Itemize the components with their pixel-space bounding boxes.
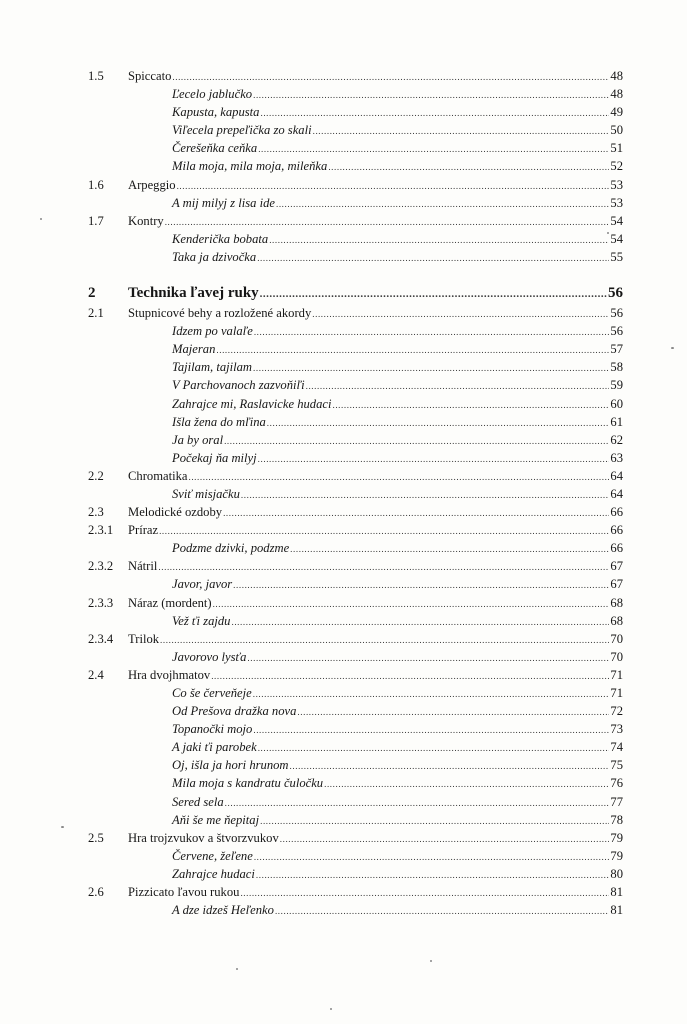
toc-entry xyxy=(172,139,623,158)
toc-page-number: 74 xyxy=(610,740,623,755)
toc-row-section xyxy=(0,557,687,575)
toc-title: Idzem po valaľe xyxy=(172,324,253,339)
scan-speck xyxy=(330,1008,332,1010)
dot-leader xyxy=(188,468,609,486)
toc-title: Hra trojzvukov a štvorzvukov xyxy=(128,830,279,845)
toc-title: Aňi še me ňepitaj xyxy=(172,812,260,827)
toc-title: Viľecela prepeľička zo skali xyxy=(172,123,312,138)
toc-page-number: 78 xyxy=(610,812,623,827)
toc-page-number: 48 xyxy=(610,69,623,83)
dot-leader xyxy=(165,213,610,231)
dot-leader xyxy=(313,122,610,140)
dot-leader xyxy=(267,414,610,432)
toc-page-number: 79 xyxy=(610,830,623,845)
toc-entry xyxy=(172,103,623,122)
toc-title: Mila moja, mila moja, mileňka xyxy=(172,159,328,174)
toc-entry xyxy=(172,901,623,920)
toc-page-number: 61 xyxy=(610,414,623,429)
toc-row-chapter xyxy=(0,284,687,302)
dot-leader xyxy=(275,902,609,920)
toc-entry xyxy=(172,230,623,249)
dot-leader xyxy=(253,86,609,104)
toc-number: 1.7 xyxy=(88,213,104,228)
toc-row-song xyxy=(0,248,687,266)
toc-row-song xyxy=(0,738,687,756)
toc-title: Trilok xyxy=(128,631,160,646)
dot-leader xyxy=(241,486,610,504)
dot-leader xyxy=(225,794,610,812)
dot-leader xyxy=(256,866,610,884)
toc-page-number: 81 xyxy=(610,903,623,918)
toc-number: 2.6 xyxy=(88,885,104,900)
dot-leader xyxy=(312,305,609,323)
toc-page-number: 76 xyxy=(610,776,623,791)
toc-row-song xyxy=(0,121,687,139)
dot-leader xyxy=(258,739,610,757)
toc-row-song xyxy=(0,575,687,593)
toc-number: 2.4 xyxy=(88,667,104,682)
toc-entry xyxy=(128,212,623,231)
toc-page-number: 64 xyxy=(610,486,623,501)
toc-title: Oj, išla ja hori hrunom xyxy=(172,758,289,773)
toc-entry xyxy=(172,684,623,703)
toc-page-number: 72 xyxy=(610,704,623,719)
dot-leader xyxy=(258,450,610,468)
dot-leader xyxy=(211,667,609,685)
dot-leader xyxy=(247,649,609,667)
toc-title: V Parchovanoch zazvoňiľi xyxy=(172,378,305,393)
toc-title: Ľecelo jablučko xyxy=(172,87,253,102)
toc-entry xyxy=(172,575,623,594)
toc-number: 2.1 xyxy=(88,306,104,321)
dot-leader xyxy=(328,158,609,176)
toc-page-number: 75 xyxy=(610,758,623,773)
toc-page-number: 54 xyxy=(610,213,623,228)
toc-row-section xyxy=(0,503,687,521)
toc-page-number: 60 xyxy=(610,396,623,411)
toc-title: Od Prešova dražka nova xyxy=(172,704,297,719)
toc-title: Červene, žeľene xyxy=(172,848,253,863)
toc-title: Spiccato xyxy=(128,69,172,83)
dot-leader xyxy=(240,884,609,902)
dot-leader xyxy=(257,249,609,267)
toc-number: 2.2 xyxy=(88,468,104,483)
toc-entry xyxy=(128,883,623,902)
toc-entry xyxy=(172,322,623,341)
toc-row-song xyxy=(0,901,687,919)
toc-row-section xyxy=(0,304,687,322)
toc-row-song xyxy=(0,139,687,157)
dot-leader xyxy=(233,576,609,594)
toc-entry xyxy=(172,449,623,468)
toc-entry xyxy=(128,467,623,486)
toc-page-number: 66 xyxy=(610,541,623,556)
toc-number: 2.3.1 xyxy=(88,523,114,538)
toc-row-song xyxy=(0,485,687,503)
scan-speck xyxy=(607,232,609,234)
toc-row-song xyxy=(0,449,687,467)
toc-row-song xyxy=(0,358,687,376)
toc-entry xyxy=(172,358,623,377)
toc-title: Majeran xyxy=(172,342,216,357)
toc-title: Chromatika xyxy=(128,468,188,483)
dot-leader xyxy=(172,68,609,86)
toc-page-number: 52 xyxy=(610,159,623,174)
toc-title: Arpeggio xyxy=(128,177,176,192)
toc-page-number: 55 xyxy=(610,249,623,264)
scan-speck xyxy=(236,968,238,970)
toc-entry xyxy=(172,248,623,267)
dot-leader xyxy=(297,703,609,721)
dot-leader xyxy=(258,140,609,158)
dot-leader xyxy=(324,775,609,793)
toc-title: Počekaj ňa milyj xyxy=(172,450,257,465)
dot-leader xyxy=(260,812,609,830)
toc-entry xyxy=(128,304,623,323)
toc-title: Sviť misjačku xyxy=(172,486,240,501)
toc-entry xyxy=(172,865,623,884)
toc-title: Taka ja dzivočka xyxy=(172,249,257,264)
toc-row-song xyxy=(0,865,687,883)
toc-row-section xyxy=(0,883,687,901)
scan-speck xyxy=(61,826,64,828)
dot-leader xyxy=(224,432,609,450)
toc-title: Kenderička bobata xyxy=(172,231,269,246)
toc-entry xyxy=(172,847,623,866)
toc-row-song xyxy=(0,774,687,792)
dot-leader xyxy=(253,721,609,739)
toc-page-number: 73 xyxy=(610,722,623,737)
toc-title: Hra dvojhmatov xyxy=(128,667,211,682)
toc-entry xyxy=(128,176,623,195)
toc-entry xyxy=(128,67,623,86)
toc-entry xyxy=(172,702,623,721)
toc-number: 2.3.3 xyxy=(88,595,114,610)
toc-page-number: 70 xyxy=(610,649,623,664)
dot-leader xyxy=(254,848,610,866)
toc-entry xyxy=(172,340,623,359)
toc-row-section xyxy=(0,176,687,194)
toc-number: 1.6 xyxy=(88,177,104,192)
dot-leader xyxy=(260,285,607,303)
toc-row-song xyxy=(0,793,687,811)
toc-title: Mila moja s kandratu čuločku xyxy=(172,776,324,791)
toc-title: Išla žena do mľina xyxy=(172,414,266,429)
toc-row-section xyxy=(0,521,687,539)
toc-row-song xyxy=(0,230,687,248)
toc-row-song xyxy=(0,413,687,431)
toc-title: A mij milyj z lisa ide xyxy=(172,195,275,210)
toc-number: 1.5 xyxy=(88,69,104,83)
toc-title: Kontry xyxy=(128,213,164,228)
toc-page-number: 49 xyxy=(610,105,623,120)
toc-number: 2 xyxy=(88,285,96,302)
toc-entry xyxy=(172,774,623,793)
toc-page-number: 53 xyxy=(610,195,623,210)
scan-speck xyxy=(430,960,432,962)
toc-row-section xyxy=(0,666,687,684)
dot-leader xyxy=(160,631,609,649)
toc-title: Náraz (mordent) xyxy=(128,595,212,610)
toc-entry xyxy=(172,612,623,631)
toc-entry xyxy=(172,793,623,812)
toc-row-song xyxy=(0,720,687,738)
toc-title: A jaki ťi parobek xyxy=(172,740,257,755)
toc-title: Nátril xyxy=(128,559,158,574)
toc-page-number: 71 xyxy=(610,667,623,682)
toc-row-song xyxy=(0,322,687,340)
toc-title: Javorovo lysťa xyxy=(172,649,247,664)
toc-row-section xyxy=(0,212,687,230)
toc-page-number: 64 xyxy=(610,468,623,483)
dot-leader xyxy=(158,558,609,576)
toc-row-section xyxy=(0,67,687,85)
toc-title: Vež ťi zajdu xyxy=(172,613,231,628)
toc-page-number: 71 xyxy=(610,686,623,700)
toc-title: Podzme dzivki, podzme xyxy=(172,541,290,556)
dot-leader xyxy=(290,757,610,775)
dot-leader xyxy=(223,504,609,522)
toc-title: Melodické ozdoby xyxy=(128,505,223,520)
toc-entry xyxy=(128,829,623,848)
toc-entry xyxy=(172,811,623,830)
toc-page-number: 59 xyxy=(610,378,623,393)
toc-row-song xyxy=(0,612,687,630)
dot-leader xyxy=(177,177,610,195)
toc-row-song xyxy=(0,85,687,103)
dot-leader xyxy=(216,341,609,359)
toc-entry xyxy=(128,503,623,522)
toc-title: Javor, javor xyxy=(172,577,233,592)
toc-number: 2.3.4 xyxy=(88,631,114,646)
dot-leader xyxy=(231,613,609,631)
toc-row-song xyxy=(0,702,687,720)
toc-entry xyxy=(172,648,623,667)
dot-leader xyxy=(253,359,609,377)
toc-row-section xyxy=(0,829,687,847)
toc-page-number: 68 xyxy=(610,613,623,628)
toc-title: Príraz xyxy=(128,523,159,538)
dot-leader xyxy=(159,522,609,540)
toc-title: Topanočki mojo xyxy=(172,722,253,737)
toc-page-number: 68 xyxy=(610,595,623,610)
toc-title: Stupnicové behy a rozložené akordy xyxy=(128,306,312,321)
toc-row-song xyxy=(0,756,687,774)
toc-entry xyxy=(128,594,623,613)
toc-number: 2.3.2 xyxy=(88,559,114,574)
toc-row-song xyxy=(0,157,687,175)
toc-row-song xyxy=(0,395,687,413)
toc-row-song xyxy=(0,684,687,702)
toc-page-number: 53 xyxy=(610,177,623,192)
toc-row-song xyxy=(0,847,687,865)
toc-page-number: 63 xyxy=(610,450,623,465)
toc-entry xyxy=(172,756,623,775)
scan-speck xyxy=(671,347,674,349)
dot-leader xyxy=(332,396,609,414)
toc-entry xyxy=(172,395,623,414)
toc-title: Ja by oral xyxy=(172,432,224,447)
toc-row-song xyxy=(0,539,687,557)
toc-page-number: 51 xyxy=(610,141,623,156)
toc-row-song xyxy=(0,811,687,829)
toc-entry xyxy=(172,738,623,757)
scan-speck xyxy=(40,218,42,220)
toc-title: Zahrajce mi, Raslavicke hudaci xyxy=(172,396,332,411)
toc-entry xyxy=(172,85,623,104)
toc-title: Zahrajce hudaci xyxy=(172,866,255,881)
toc-page-number: 80 xyxy=(610,866,623,881)
toc-number: 2.3 xyxy=(88,505,104,520)
toc-title: Čerešeňka ceňka xyxy=(172,141,258,156)
toc-entry xyxy=(128,284,623,303)
toc-entry xyxy=(128,557,623,576)
toc-entry xyxy=(172,376,623,395)
toc-page-number: 50 xyxy=(610,123,623,138)
toc-page-number: 48 xyxy=(610,87,623,102)
toc-page-number: 70 xyxy=(610,631,623,646)
toc-title: Technika ľavej ruky xyxy=(128,285,259,302)
dot-leader xyxy=(253,685,610,703)
toc-entry xyxy=(172,485,623,504)
toc-title: Kapusta, kapusta xyxy=(172,105,260,120)
toc-row-song xyxy=(0,194,687,212)
toc-page-number: 66 xyxy=(610,523,623,538)
toc-entry xyxy=(128,521,623,540)
toc-entry xyxy=(172,194,623,213)
toc-page-number: 56 xyxy=(610,306,623,321)
toc-page-number: 62 xyxy=(610,432,623,447)
dot-leader xyxy=(280,830,610,848)
toc-page-number: 67 xyxy=(610,559,623,574)
dot-leader xyxy=(254,323,610,341)
toc-entry xyxy=(128,630,623,649)
toc-entry xyxy=(172,121,623,140)
toc-title: Sered sela xyxy=(172,794,224,809)
toc-title: Co še červeňeje xyxy=(172,686,252,700)
toc-page-number: 54 xyxy=(610,231,623,246)
toc-title: Pizzicato ľavou rukou xyxy=(128,885,240,900)
toc-title: Tajilam, tajilam xyxy=(172,360,253,375)
toc-page-number: 58 xyxy=(610,360,623,375)
toc-entry xyxy=(172,720,623,739)
toc-row-song xyxy=(0,431,687,449)
dot-leader xyxy=(290,540,609,558)
toc-title: A dze idzeš Heľenko xyxy=(172,903,274,918)
toc-entry xyxy=(172,413,623,432)
toc-number: 2.5 xyxy=(88,830,104,845)
toc-row-song xyxy=(0,648,687,666)
toc-entry xyxy=(172,539,623,558)
toc-page-number: 56 xyxy=(610,324,623,339)
toc-row-section xyxy=(0,467,687,485)
toc-entry xyxy=(172,431,623,450)
toc-page-number: 57 xyxy=(610,342,623,357)
dot-leader xyxy=(260,104,609,122)
table-of-contents xyxy=(0,67,687,919)
toc-entry xyxy=(128,666,623,685)
toc-row-song xyxy=(0,376,687,394)
toc-page-number: 66 xyxy=(610,505,623,520)
dot-leader xyxy=(269,231,609,249)
dot-leader xyxy=(306,377,610,395)
toc-page-number: 79 xyxy=(610,848,623,863)
toc-row-song xyxy=(0,103,687,121)
toc-page-number: 56 xyxy=(608,285,623,302)
toc-row-section xyxy=(0,594,687,612)
toc-page-number: 67 xyxy=(610,577,623,592)
toc-page-number: 77 xyxy=(610,794,623,809)
dot-leader xyxy=(213,595,610,613)
dot-leader xyxy=(276,195,609,213)
toc-row-section xyxy=(0,630,687,648)
toc-row-song xyxy=(0,340,687,358)
toc-page-number: 81 xyxy=(610,885,623,900)
toc-entry xyxy=(172,157,623,176)
